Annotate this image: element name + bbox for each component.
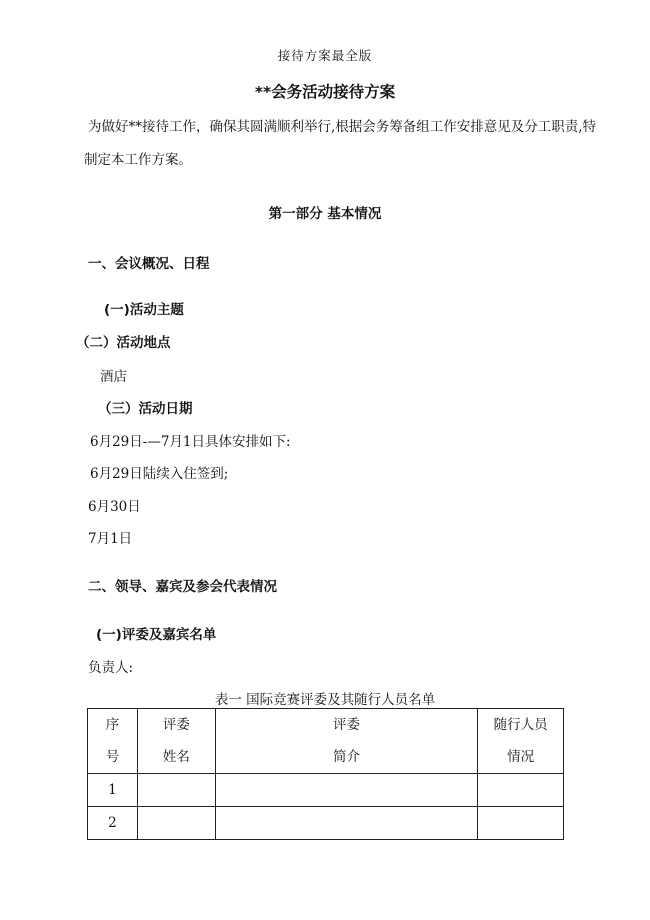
subsection-venue: （二）活动地点 — [76, 335, 171, 351]
judge-profile-cell — [215, 807, 477, 840]
entourage-cell — [478, 807, 564, 840]
section-2-heading: 二、领导、嘉宾及参会代表情况 — [88, 579, 277, 595]
header-cell-number — [88, 709, 138, 774]
responsible-person-label: 负责人: — [88, 660, 134, 676]
header-cell-judge-name — [137, 709, 215, 774]
header-text: 号 — [105, 749, 120, 765]
document-header-title: 接待方案最全版 — [277, 48, 373, 63]
header-text: 评委 — [162, 717, 190, 733]
part-one-title: 第一部分 基本情况 — [268, 206, 382, 222]
table-row — [88, 774, 564, 807]
subsection-theme: (一)活动主题 — [104, 302, 184, 318]
table-row — [88, 807, 564, 840]
header-text: 评委 — [332, 717, 360, 733]
intro-line-1: 为做好**接待工作，确保其圆满顺利举行,根据会务筹备组工作安排意见及分工职责,特 — [88, 119, 597, 135]
section-1-heading: 一、会议概况、日程 — [88, 256, 210, 272]
row-number-cell: 2 — [88, 807, 138, 840]
date-3-text: 7月1日 — [88, 531, 133, 547]
header-text: 情况 — [507, 749, 535, 765]
date-2-text: 6月30日 — [88, 499, 141, 515]
subsection-judges-list: (一)评委及嘉宾名单 — [96, 627, 217, 643]
intro-paragraph — [84, 111, 608, 177]
header-text: 姓名 — [162, 749, 190, 765]
intro-line-2: 制定本工作方案。 — [84, 152, 192, 168]
table-caption: 表一 国际竞赛评委及其随行人员名单 — [214, 692, 436, 708]
table-header-row — [88, 709, 564, 774]
venue-text: 酒店 — [100, 369, 127, 385]
header-text: 随行人员 — [493, 717, 548, 733]
date-1-text: 6月29日陆续入住签到; — [90, 466, 229, 482]
main-title: **会务活动接待方案 — [254, 83, 396, 101]
judge-name-cell — [137, 807, 215, 840]
judge-profile-cell — [215, 774, 477, 807]
entourage-cell — [478, 774, 564, 807]
row-number-cell: 1 — [88, 774, 138, 807]
subsection-date: （三）活动日期 — [98, 401, 193, 417]
header-text: 序 — [105, 717, 120, 733]
header-cell-entourage — [478, 709, 564, 774]
header-cell-judge-profile — [215, 709, 477, 774]
header-text: 简介 — [332, 749, 360, 765]
date-range-text: 6月29日-—7月1日具体安排如下: — [90, 434, 291, 450]
judge-name-cell — [137, 774, 215, 807]
judges-table — [87, 708, 564, 840]
